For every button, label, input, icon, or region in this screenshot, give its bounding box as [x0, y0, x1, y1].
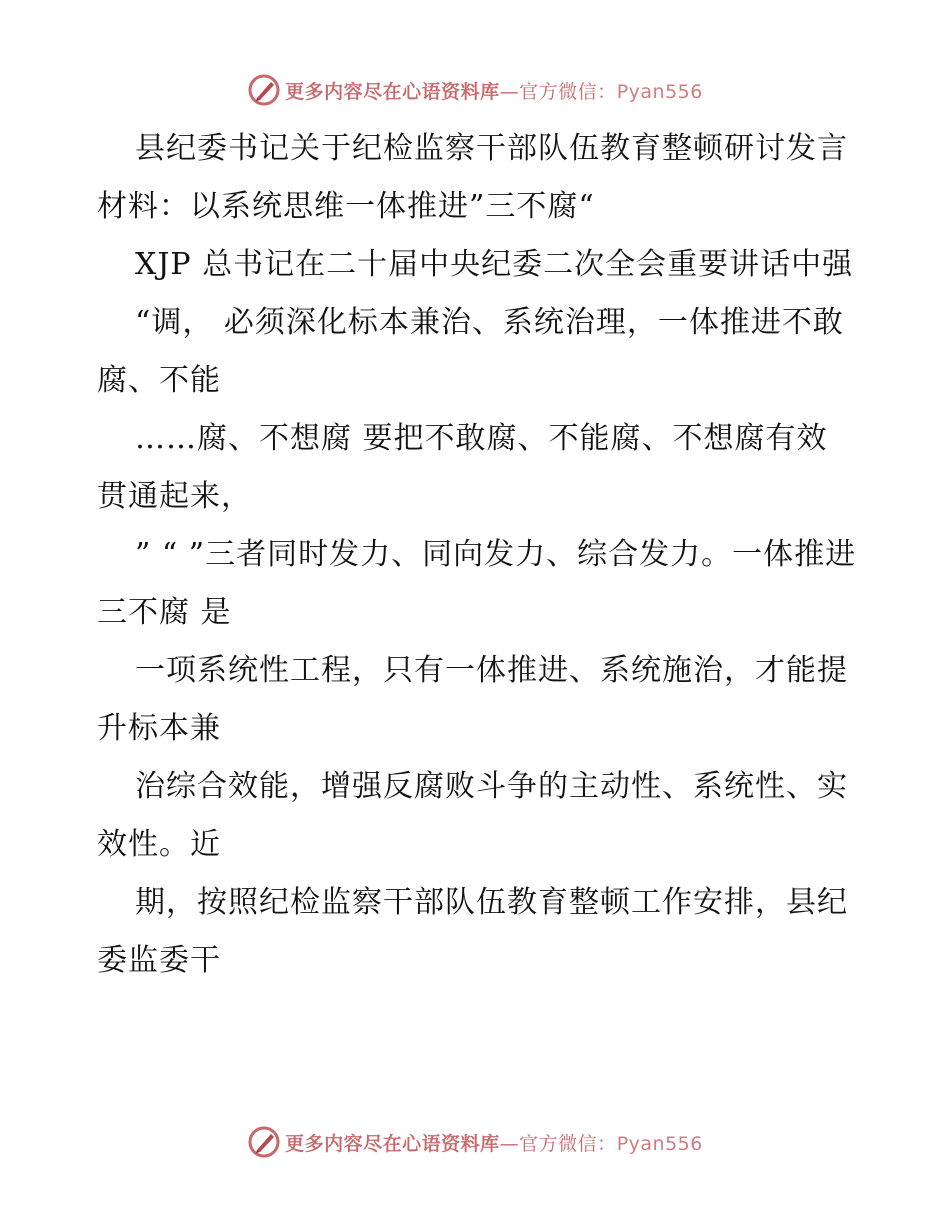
- pen-logo-icon: [247, 73, 281, 107]
- paragraph: ” “ ”三者同时发力、同向发力、综合发力。一体推进 三不腐 是: [97, 537, 857, 630]
- watermark-text: 更多内容尽在心语资料库—官方微信：Pyan556: [285, 80, 703, 103]
- paragraph-title: 县纪委书记关于纪检监察干部队伍教育整顿研讨发言材料：以系统思维一体推进”三不腐“: [97, 131, 848, 224]
- watermark-text: 更多内容尽在心语资料库—官方微信：Pyan556: [285, 1132, 703, 1155]
- paragraph: ……腐、不想腐 要把不敢腐、不能腐、不想腐有效贯通起来，: [97, 421, 828, 514]
- paragraph: XJP 总书记在二十届中央纪委二次全会重要讲话中强: [135, 247, 854, 282]
- pen-logo-icon: [247, 1125, 281, 1159]
- document-body: [97, 120, 857, 990]
- paragraph: 治综合效能，增强反腐败斗争的主动性、系统性、实效性。近: [97, 769, 848, 862]
- paragraph: 期，按照纪检监察干部队伍教育整顿工作安排，县纪委监委干: [97, 885, 848, 978]
- paragraph: “调， 必须深化标本兼治、系统治理，一体推进不敢腐、不能: [97, 305, 844, 398]
- paragraph: 一项系统性工程，只有一体推进、系统施治，才能提升标本兼: [97, 653, 848, 746]
- watermark-footer: [0, 1122, 950, 1162]
- watermark-header: [0, 70, 950, 110]
